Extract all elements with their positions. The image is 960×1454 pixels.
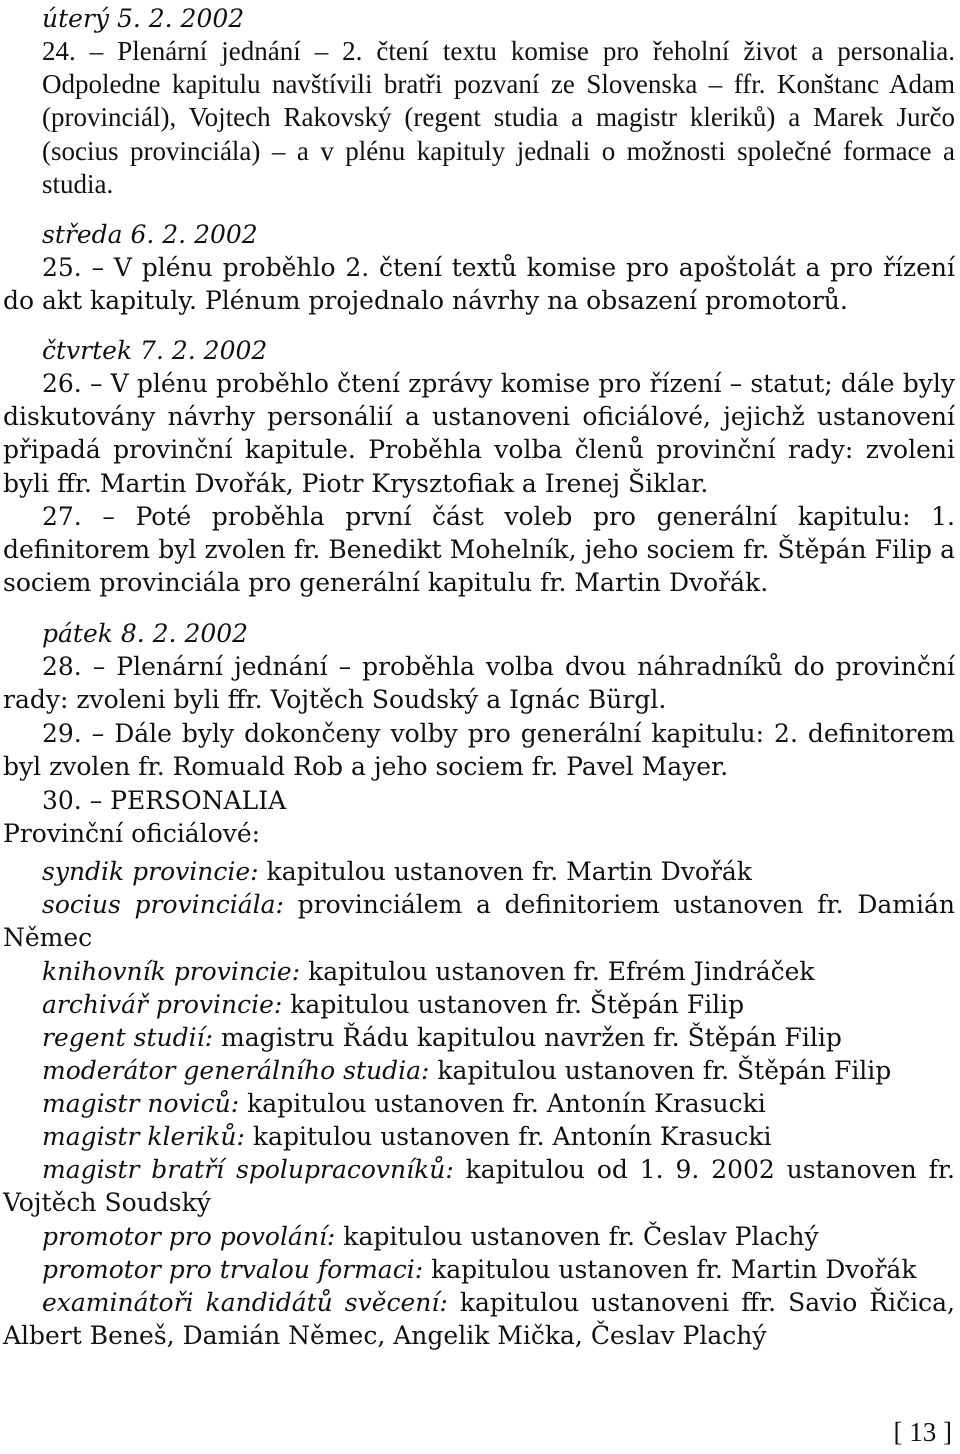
official-role: magistr bratří spolupracovníků:	[42, 1155, 454, 1184]
paragraph-24	[3, 35, 955, 201]
paragraph-text: – V plénu proběhlo 2. čtení textů komise pro apoštolát a pro řízení do akt kapituly. Plénum projednalo návrhy na obsazení promotorů.	[3, 253, 955, 316]
paragraph-text: – Poté proběhla první část voleb pro generální kapitulu: 1. definitorem byl zvolen fr. Benedikt Mohelník, jeho sociem fr. Štěpán Filip a sociem provinciála pro generální kapitulu fr. Martin Dvořák.	[3, 502, 955, 598]
date-heading: středa 6. 2. 2002	[42, 220, 258, 249]
officials-title: Provinční oficiálové:	[3, 819, 261, 848]
paragraph-number: 30.	[42, 786, 82, 815]
paragraph-27	[3, 500, 955, 600]
official-role: regent studií:	[42, 1023, 214, 1052]
date-heading: pátek 8. 2. 2002	[42, 619, 249, 648]
official-text: kapitulou ustanoven fr. Martin Dvořák	[258, 857, 752, 886]
paragraph-number: 24.	[42, 36, 76, 66]
official-entry	[3, 1021, 955, 1054]
official-text: magistru Řádu kapitulou navržen fr. Štěpán Filip	[213, 1023, 842, 1052]
paragraph-29	[3, 717, 955, 783]
official-text: kapitulou ustanoven fr. Antonín Krasucki	[239, 1089, 766, 1118]
paragraph-number: 25.	[42, 253, 82, 282]
official-role: socius provinciála:	[42, 890, 284, 919]
official-entry	[3, 1087, 955, 1120]
paragraph-text: – Plenární jednání – proběhla volba dvou náhradníků do provinční rady: zvoleni byli ffr. Vojtěch Soudský a Ignác Bürgl.	[3, 652, 955, 715]
official-role: magistr kleriků:	[42, 1122, 245, 1151]
paragraph-25	[3, 251, 955, 317]
official-text: kapitulou ustanoven fr. Antonín Krasucki	[244, 1122, 772, 1151]
official-text: kapitulou ustanoven fr. Martin Dvořák	[423, 1255, 917, 1284]
official-role: knihovník provincie:	[42, 957, 301, 986]
official-role: moderátor generálního studia:	[42, 1056, 430, 1085]
date-heading: čtvrtek 7. 2. 2002	[42, 336, 268, 365]
official-entry	[3, 855, 955, 888]
paragraph-number: 28.	[42, 652, 82, 681]
official-entry	[3, 1253, 955, 1286]
official-role: examinátoři kandidátů svěcení:	[42, 1288, 448, 1317]
paragraph-number: 26.	[42, 369, 82, 398]
official-entry	[3, 888, 955, 954]
paragraph-28	[3, 650, 955, 716]
date-heading: úterý 5. 2. 2002	[42, 4, 245, 33]
official-entry	[3, 955, 955, 988]
official-role: archivář provincie:	[42, 990, 283, 1019]
official-entry	[3, 988, 955, 1021]
page-number: [ 13 ]	[893, 1417, 952, 1447]
paragraph-26	[3, 367, 955, 500]
paragraph-text: – V plénu proběhlo čtení zprávy komise pro řízení – statut; dále byly diskutovány návrhy personálií a ustanoveni oficiálové, jejichž ustanovení připadá provinční kapitule. Proběhla volba členů provinční rady: zvoleni byli ffr. Martin Dvořák, Piotr Krysztofiak a Irenej Šiklar.	[3, 369, 955, 498]
official-text: provinciálem a definitoriem ustanoven fr. Damián Němec	[3, 890, 955, 953]
paragraph-number: 29.	[42, 719, 82, 748]
official-role: promotor pro trvalou formaci:	[42, 1255, 424, 1284]
official-entry	[3, 1054, 955, 1087]
official-text: kapitulou ustanoven fr. Efrém Jindráček	[300, 957, 815, 986]
official-entry	[3, 1286, 955, 1352]
paragraph-text: – Plenární jednání – 2. čtení textu komise pro řeholní život a personalia. Odpoledne kapitulu navštívili bratři pozvaní ze Slovenska – ffr. Konštanc Adam (provinciál), Vojtech Rakovský (regent studia a magistr kleriků) a Marek Jurčo (socius provinciála) – a v plénu kapituly jednali o možnosti společné formace a studia.	[42, 36, 956, 199]
paragraph-text: – Dále byly dokončeny volby pro generální kapitulu: 2. definitorem byl zvolen fr. Romuald Rob a jeho sociem fr. Pavel Mayer.	[3, 719, 955, 782]
official-entry	[3, 1220, 955, 1253]
official-text: kapitulou ustanoven fr. Štěpán Filip	[282, 990, 745, 1019]
official-text: kapitulou ustanoven fr. Česlav Plachý	[335, 1222, 819, 1251]
paragraph-number: 27.	[42, 502, 82, 531]
official-entry	[3, 1120, 955, 1153]
official-text: kapitulou od 1. 9. 2002 ustanoven fr. Vojtěch Soudský	[3, 1155, 955, 1218]
official-entry	[3, 1153, 955, 1219]
official-role: magistr noviců:	[42, 1089, 240, 1118]
official-text: kapitulou ustanoveni ffr. Savio Řičica, Albert Beneš, Damián Němec, Angelik Mička, Česlav Plachý	[3, 1288, 955, 1351]
official-text: kapitulou ustanoven fr. Štěpán Filip	[429, 1056, 892, 1085]
paragraph-text: – PERSONALIA	[89, 786, 287, 815]
official-role: syndik provincie:	[42, 857, 259, 886]
paragraph-30	[3, 784, 955, 817]
official-role: promotor pro povolání:	[42, 1222, 336, 1251]
